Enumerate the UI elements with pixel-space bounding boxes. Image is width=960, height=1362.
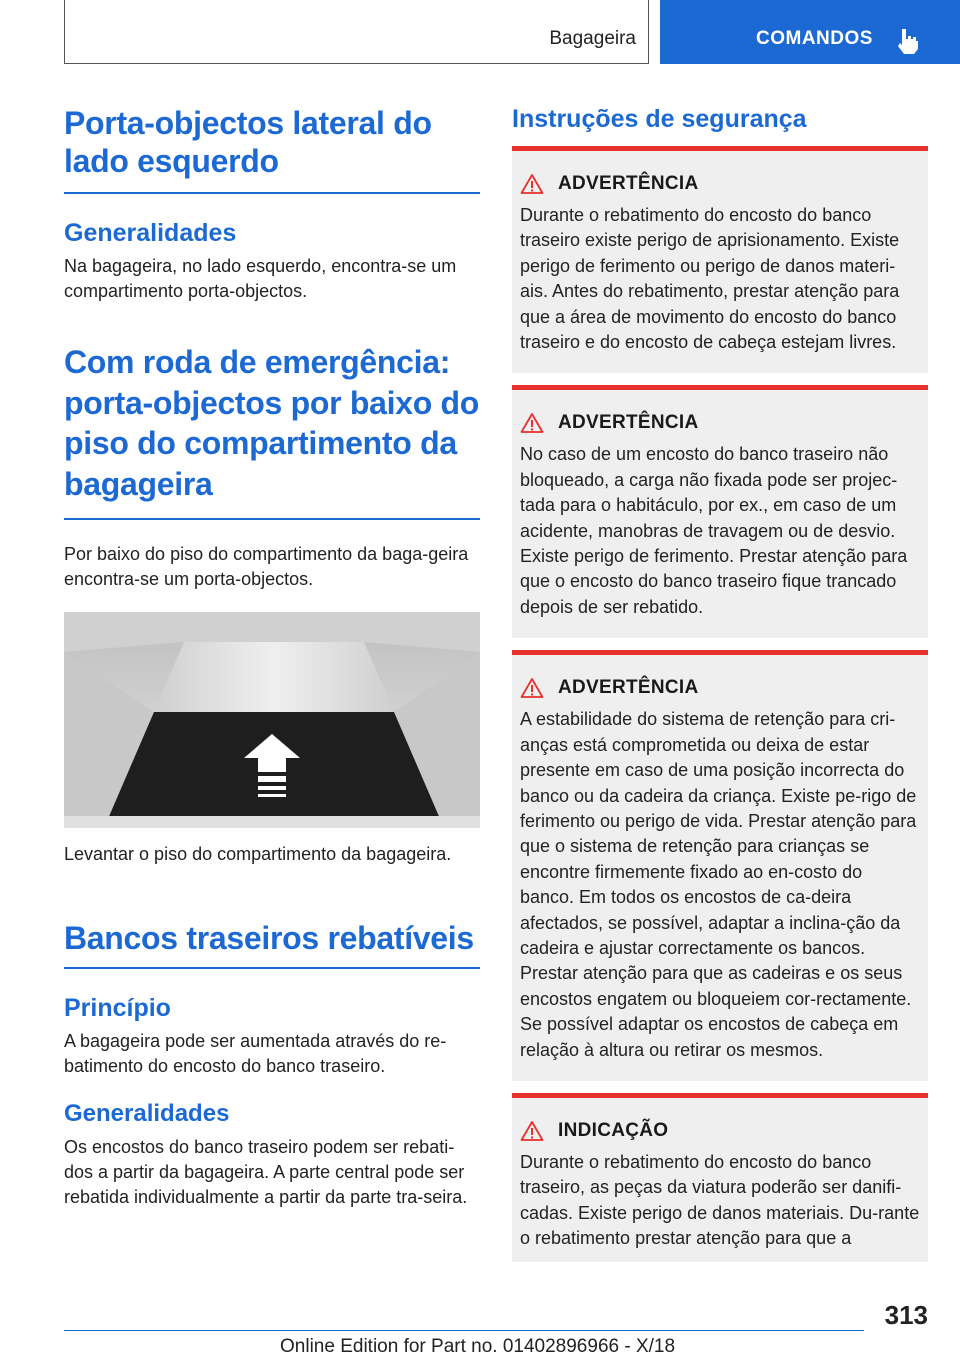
notice-box — [512, 1093, 928, 1262]
safety-instructions-title: Instruções de segurança — [512, 105, 807, 133]
warning-triangle-icon — [520, 677, 544, 699]
warning-box — [512, 650, 928, 1081]
warning-text: Durante o rebatimento do encosto do banco traseiro existe perigo de aprisionamento. Existe perigo de ferimento ou perigo de danos materi-ais. Antes do rebatimento, prestar atenção para que a área de movimento do encosto do banco traseiro e do encosto de cabeça estejam livres. — [520, 205, 900, 353]
warning-label: ADVERTÊNCIA — [558, 173, 699, 194]
subheading-generalidades-2: Generalidades — [64, 1100, 230, 1127]
section-rule — [64, 967, 480, 969]
footer-edition: Online Edition for Part no. 01402896966 - X/18 — [280, 1336, 676, 1357]
trunk-illustration — [64, 612, 480, 828]
warning-triangle-icon — [520, 173, 544, 195]
notice-label: INDICAÇÃO — [558, 1119, 669, 1141]
right-column — [512, 104, 928, 1262]
header-section-name: Bagageira — [549, 28, 636, 49]
paragraph-side-storage: Na bagageira, no lado esquerdo, encontra-se um compartimento porta-objectos. — [64, 256, 457, 301]
subheading-principio: Princípio — [64, 994, 171, 1022]
photo-caption: Levantar o piso do compartimento da bagageira. — [64, 844, 452, 864]
section-title-side-storage: Porta-objectos lateral do lado esquerdo — [64, 105, 432, 179]
paragraph-generalidades-2: Os encostos do banco traseiro podem ser rebati-dos a partir da bagageira. A parte central pode ser rebatida individualmente a partir da parte tra-seira. — [64, 1137, 468, 1207]
warning-box — [512, 146, 928, 373]
footer-rule — [64, 1330, 864, 1331]
page-number: 313 — [884, 1300, 928, 1330]
warning-text: A estabilidade do sistema de retenção para cri-anças está comprometida ou deixa de estar presente em caso de uma posição incorrecta do banco ou da cadeira da criança. Existe pe-rigo de ferimento ou perigo de vida. Prestar atenção para que o sistema de retenção para crianças se encontre firmemente fixado ao en-costo do banco. Em todos os encostos de ca-deira afectados, se possível, adaptar a inclina-ção da cadeira e ajustar correctamente os bancos. Prestar atenção para que as cadeiras e os seus encostos engatem ou bloqueiem cor-rectamente. Se possível adaptar os encostos de cabeça em relação à altura ou retirar os mesmos. — [520, 709, 917, 1060]
section-rule — [64, 192, 480, 194]
warning-triangle-icon — [520, 1120, 544, 1142]
trunk-floor-photo — [64, 612, 480, 828]
warning-box — [512, 385, 928, 638]
subheading-generalidades-1: Generalidades — [64, 219, 237, 247]
warning-text: No caso de um encosto do banco traseiro não bloqueado, a carga não fixada pode ser projec-tada para o habitáculo, por ex., em caso de um acidente, manobras de travagem ou de desvio. Existe perigo de ferimento. Prestar atenção para que o encosto do banco traseiro fique trancado depois de ser rebatido. — [520, 444, 908, 617]
header-left-border — [64, 0, 65, 64]
section-rule — [64, 518, 480, 520]
paragraph-underfloor-storage: Por baixo do piso do compartimento da baga-geira encontra-se um porta-objectos. — [64, 544, 469, 589]
warning-label: ADVERTÊNCIA — [558, 412, 699, 434]
left-column — [64, 104, 480, 1210]
warning-label: ADVERTÊNCIA — [558, 677, 699, 699]
warning-triangle-icon — [520, 412, 544, 434]
section-title-emergency-wheel: Com roda de emergência: porta-objectos por baixo do piso do compartimento da bagageira — [64, 344, 480, 502]
notice-text: Durante o rebatimento do encosto do banco traseiro, as peças da viatura poderão ser danifi-cadas. Existe perigo de danos materiais. Du-rante o rebatimento prestar atenção para que a — [520, 1151, 920, 1249]
chapter-tab-label: COMANDOS — [756, 28, 873, 49]
section-title-folding-seats: Bancos traseiros rebatíveis — [64, 920, 474, 956]
pointing-hand-icon — [894, 27, 920, 55]
chapter-tab[interactable] — [660, 0, 960, 64]
header-bottom-border — [64, 63, 649, 64]
paragraph-principio: A bagageira pode ser aumentada através do re-batimento do encosto do banco traseiro. — [64, 1031, 447, 1076]
header-right-border — [648, 0, 649, 64]
